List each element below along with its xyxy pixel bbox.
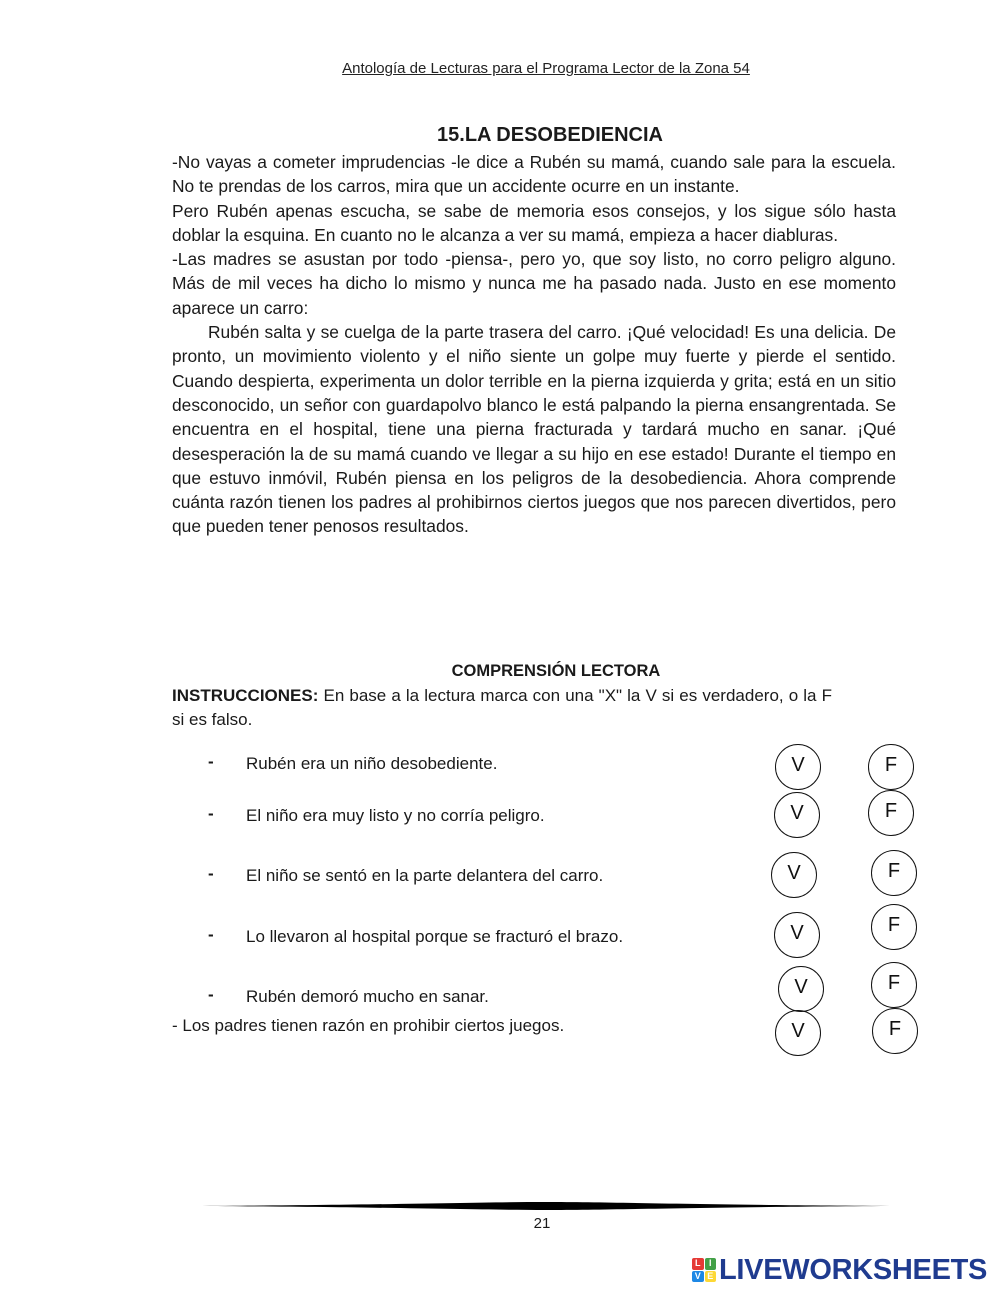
- question-bullet: -: [208, 925, 214, 944]
- question-1-true-option[interactable]: V: [775, 744, 821, 790]
- question-5-text: Rubén demoró mucho en sanar.: [246, 987, 489, 1006]
- question-2-text: El niño era muy listo y no corría peligro.: [246, 806, 545, 825]
- header-text: Antología de Lecturas para el Programa Lector de la Zona 54: [342, 60, 750, 77]
- page-header: [0, 60, 1000, 77]
- logo-tile: E: [705, 1271, 717, 1283]
- story-paragraph: Rubén salta y se cuelga de la parte trasera del carro. ¡Qué velocidad! Es una delicia. De pronto, un movimiento violento y el niño siente un golpe muy fuerte y pierde el sentido. Cuando despierta, experimenta un dolor terrible en la pierna izquierda y grita; está en un sitio desconocido, un señor con guardapolvo blanco le está palpando la pierna ensangrentada. Se encuentra en el hospital, tiene una pierna fracturada y tardará mucho en sanar. ¡Qué desesperación la de su mamá cuando ve llegar a su hijo en ese estado! Durante el tiempo en que estuvo inmóvil, Rubén piensa en los peligros de la desobediencia. Ahora comprende cuánta razón tienen los padres al prohibirnos ciertos juegos que nos parecen divertidos, pero que pueden tener penosos resultados.: [172, 322, 896, 537]
- question-2-true-option[interactable]: V: [774, 792, 820, 838]
- story-paragraph: -Las madres se asustan por todo -piensa-, pero yo, que soy listo, no corro peligro alguno. Más de mil veces ha dicho lo mismo y nunca me ha pasado nada. Justo en ese momento aparece un carro:: [172, 249, 896, 318]
- instructions-label: INSTRUCCIONES:: [172, 686, 319, 705]
- logo-tile: I: [705, 1258, 717, 1270]
- question-5-false-option[interactable]: F: [871, 962, 917, 1008]
- question-bullet: -: [208, 804, 214, 823]
- liveworksheets-brand: [692, 1252, 987, 1288]
- question-5-true-option[interactable]: V: [778, 966, 824, 1012]
- question-6-true-option[interactable]: V: [775, 1010, 821, 1056]
- question-2-false-option[interactable]: F: [868, 790, 914, 836]
- question-bullet: -: [208, 864, 214, 883]
- logo-tile: V: [692, 1271, 704, 1283]
- instructions: [172, 684, 832, 732]
- instructions-text: En base a la lectura marca con una "X" la V si es verdadero, o la F si es falso.: [172, 686, 832, 729]
- question-3-text: El niño se sentó en la parte delantera del carro.: [246, 866, 604, 885]
- question-4-true-option[interactable]: V: [774, 912, 820, 958]
- liveworksheets-wordmark: LIVEWORKSHEETS: [719, 1253, 988, 1286]
- question-3-true-option[interactable]: V: [771, 852, 817, 898]
- question-bullet: -: [208, 752, 214, 771]
- question-4-text: Lo llevaron al hospital porque se fracturó el brazo.: [246, 927, 624, 946]
- question-3-false-option[interactable]: F: [871, 850, 917, 896]
- question-4-false-option[interactable]: F: [871, 904, 917, 950]
- logo-tile: L: [692, 1258, 704, 1270]
- question-6-text: - Los padres tienen razón en prohibir ciertos juegos.: [172, 1016, 565, 1035]
- story-paragraph: -No vayas a cometer imprudencias -le dice a Rubén su mamá, cuando sale para la escuela. No te prendas de los carros, mira que un accidente ocurre en un instante.: [172, 152, 896, 197]
- question-1-text: Rubén era un niño desobediente.: [246, 754, 498, 773]
- story-paragraph: Pero Rubén apenas escucha, se sabe de memoria esos consejos, y los sigue sólo hasta doblar la esquina. En cuanto no le alcanza a ver su mamá, empieza a hacer diabluras.: [172, 200, 896, 245]
- footer-divider: [194, 1201, 898, 1211]
- question-bullet: -: [208, 985, 214, 1004]
- liveworksheets-logo-icon: [692, 1258, 716, 1282]
- comprehension-title: COMPRENSIÓN LECTORA: [451, 662, 661, 680]
- question-6-false-option[interactable]: F: [872, 1008, 918, 1054]
- question-1-false-option[interactable]: F: [868, 744, 914, 790]
- story-text: [172, 150, 896, 539]
- page-number: 21: [533, 1215, 551, 1232]
- story-title: 15.LA DESOBEDIENCIA: [437, 124, 663, 146]
